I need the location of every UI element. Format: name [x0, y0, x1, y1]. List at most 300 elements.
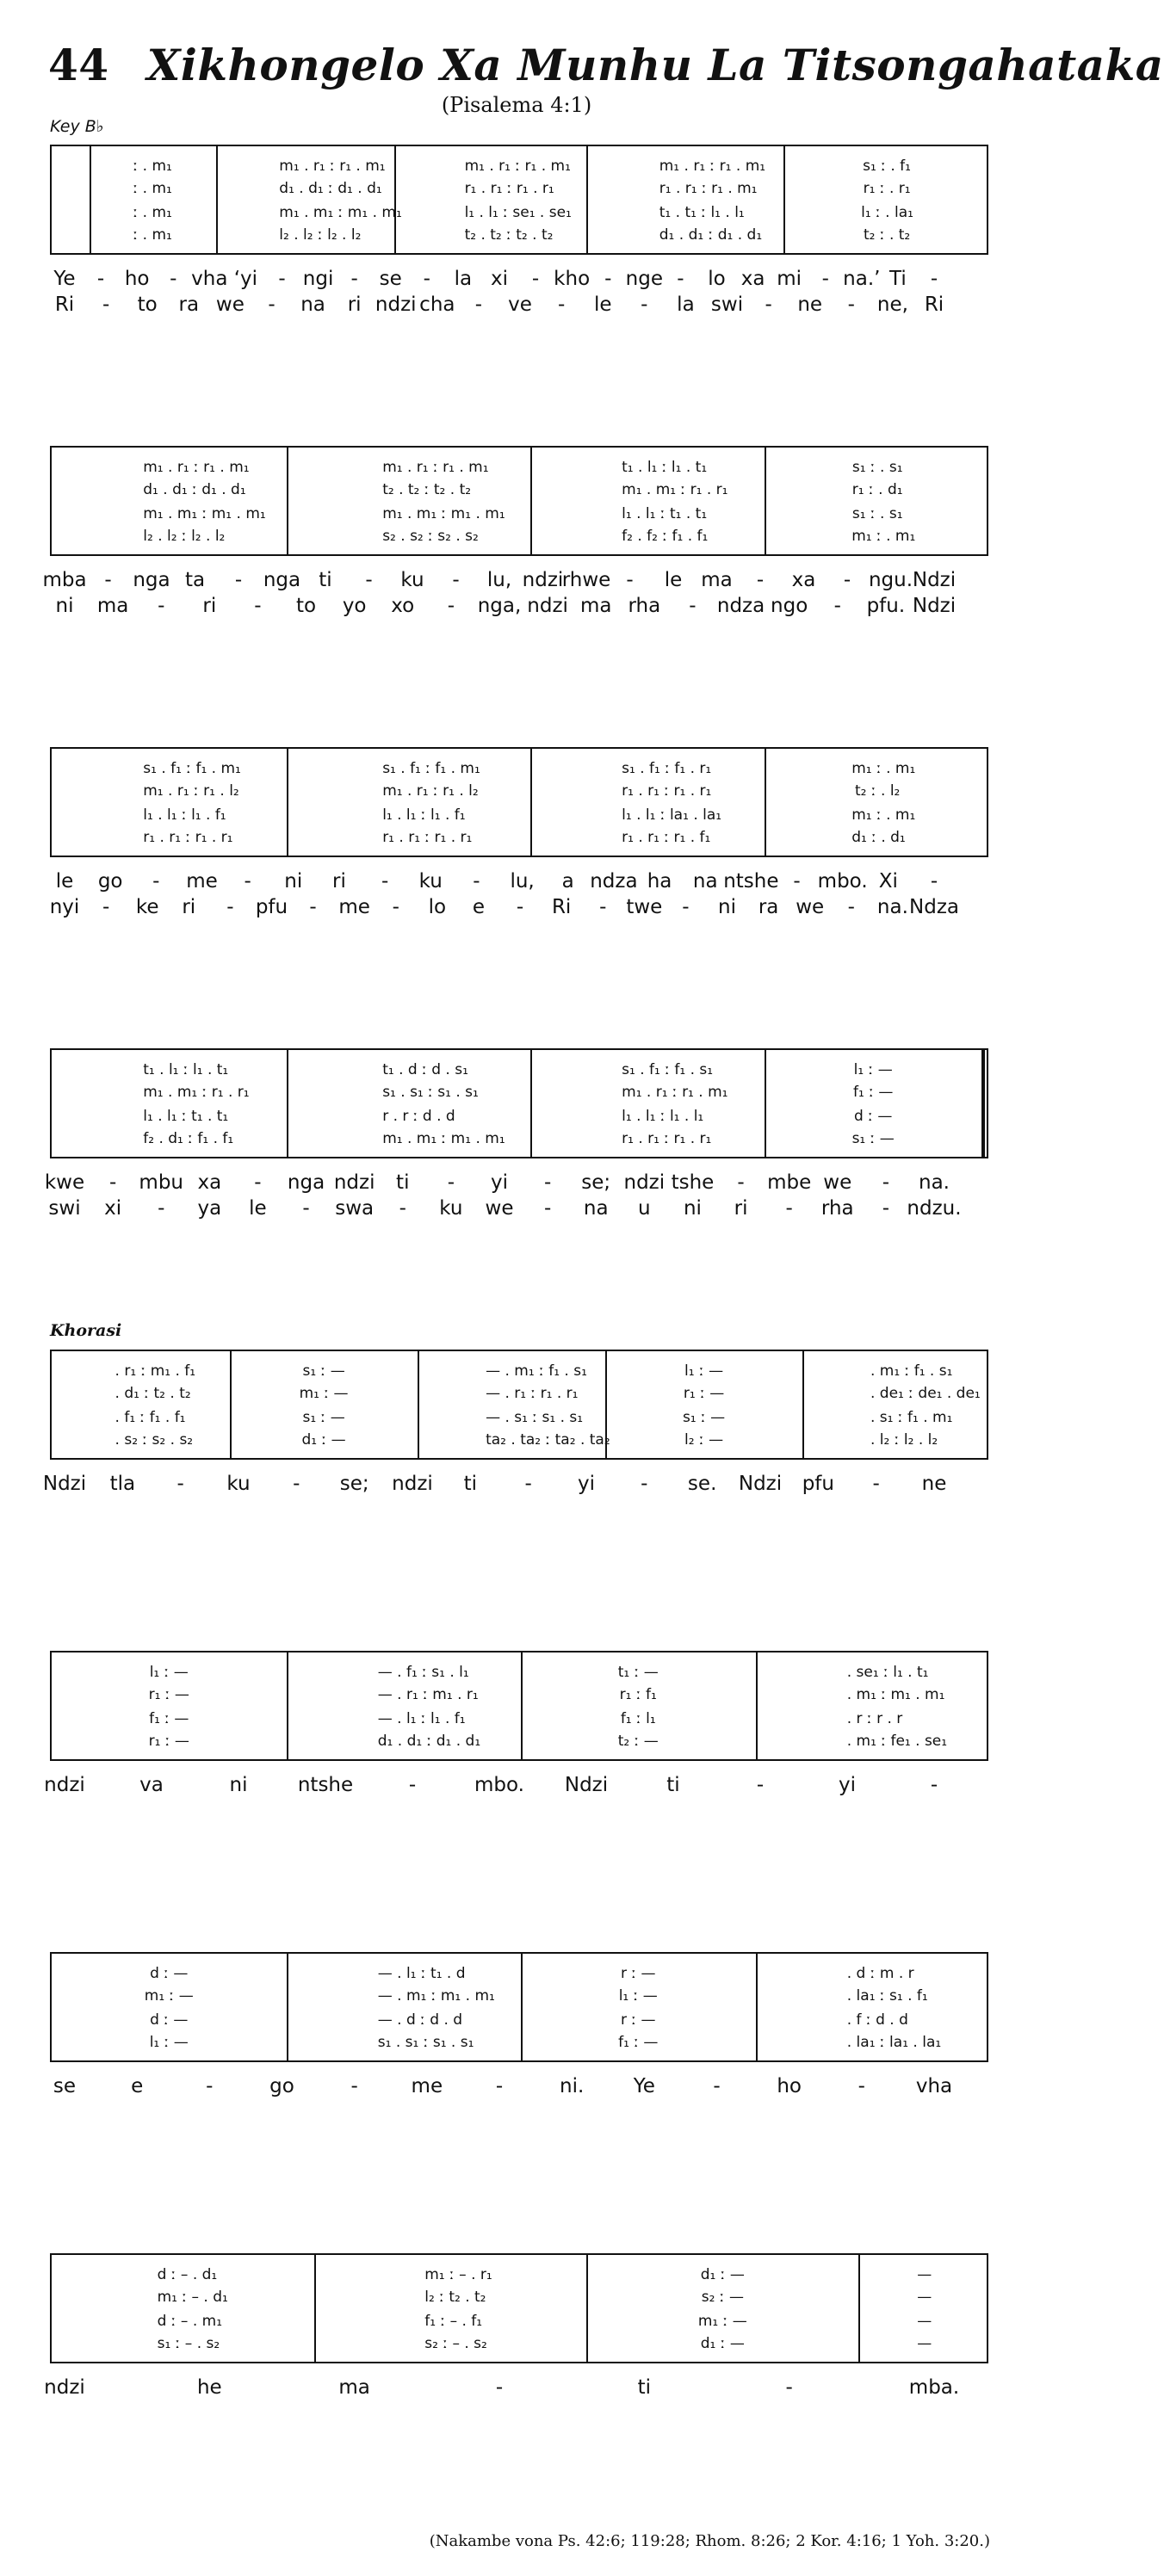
solfa-cell: — — [917, 2266, 932, 2283]
lyric-syllable: - — [626, 569, 634, 591]
barline — [756, 1954, 758, 2060]
solfa-cell: l₁ ː — — [684, 1362, 724, 1380]
lyric-syllable: - — [226, 896, 234, 918]
lyric-syllable: ku — [439, 1197, 463, 1220]
lyric-syllable: Ti — [889, 268, 907, 290]
lyric-syllable: ndza — [716, 595, 765, 617]
lyric-syllable: ma — [701, 569, 733, 591]
solfa-cell: s₂ ː — — [701, 2289, 744, 2306]
solfa-cell: t₁ ː — — [617, 1664, 659, 1681]
lyric-syllable: na. — [919, 1171, 950, 1194]
lyric-syllable: Ndza — [909, 896, 959, 918]
solfa-cell: t₁ . d ː d . s₁ — [382, 1061, 468, 1078]
lyric-syllable: ni — [55, 595, 74, 617]
lyric-syllable: ngo — [771, 595, 808, 617]
lyric-syllable: - — [206, 2075, 214, 2097]
lyric-syllable: le — [593, 293, 612, 316]
lyric-syllable: to — [296, 595, 317, 617]
lyric-syllable: - — [244, 870, 251, 893]
solfa-cell: — — [917, 2335, 932, 2352]
solfa-cell: d₁ ː . d₁ — [851, 829, 906, 846]
lyric-syllable: se; — [339, 1473, 369, 1495]
lyric-syllable: - — [234, 569, 243, 591]
lyric-syllable: ni — [683, 1197, 702, 1220]
lyric-syllable: - — [531, 268, 540, 290]
lyric-syllable: - — [495, 2376, 504, 2399]
solfa-cell: d₁ . d₁ ː d₁ . d₁ — [143, 481, 246, 498]
barline — [783, 146, 785, 253]
solfa-cell: r₁ . r₁ ː r₁ . r₁ — [382, 829, 473, 846]
lyric-syllable: - — [785, 2376, 793, 2399]
solfa-cell: s₂ ː – . s₂ — [424, 2335, 487, 2352]
lyric-syllable: - — [682, 896, 690, 918]
barline — [287, 749, 288, 856]
lyric-syllable: - — [821, 268, 829, 290]
lyric-syllable: - — [713, 2075, 721, 2097]
lyric-syllable: yi — [490, 1171, 509, 1194]
lyric-syllable: - — [847, 896, 855, 918]
solfa-cell: l₂ . l₂ ː l₂ . l₂ — [279, 226, 362, 244]
solfa-cell: m₁ . r₁ ː r₁ . m₁ — [143, 459, 250, 476]
lyric-syllable: pfu. — [866, 595, 906, 617]
lyric-syllable: ndzi — [375, 293, 417, 316]
lyric-syllable: twe — [626, 896, 663, 918]
lyric-syllable: e — [131, 2075, 144, 2097]
lyric-syllable: xo — [391, 595, 415, 617]
solfa-cell: m₁ ː . m₁ — [851, 806, 916, 824]
solfa-cell: . f ː d . d — [846, 2011, 908, 2029]
solfa-cell: r₁ ː . r₁ — [863, 180, 911, 197]
lyric-syllable: - — [392, 896, 399, 918]
lyric-syllable: ne, — [876, 293, 908, 316]
barline — [314, 2255, 316, 2362]
solfa-cell: m₁ . r₁ ː r₁ . m₁ — [382, 459, 489, 476]
lyric-syllable: - — [677, 268, 684, 290]
lyric-syllable: ma — [338, 2376, 370, 2399]
lyric-syllable: ti — [463, 1473, 478, 1495]
solfa-cell: l₁ ː — — [618, 1987, 658, 2005]
solfa-cell: m₁ . r₁ ː r₁ . m₁ — [464, 158, 571, 175]
solfa-cell: s₁ ː . s₁ — [851, 459, 903, 476]
lyric-syllable: rha — [628, 595, 661, 617]
lyric-syllable: nyi — [49, 896, 80, 918]
lyric-syllable: - — [158, 595, 165, 617]
lyric-syllable: ma — [579, 595, 612, 617]
solfa-cell: m₁ . m₁ ː m₁ . m₁ — [279, 204, 402, 221]
barline — [230, 1351, 232, 1458]
lyric-syllable: - — [176, 1473, 184, 1495]
lyric-syllable: - — [350, 268, 358, 290]
lyric-syllable: Ndzi — [912, 595, 957, 617]
barline — [530, 1050, 532, 1157]
barline — [530, 749, 532, 856]
lyric-syllable: se; — [581, 1171, 611, 1194]
solfa-cell: . m₁ ː f₁ . s₁ — [870, 1362, 953, 1380]
barline — [765, 448, 766, 554]
key-signature: Key B♭ — [50, 117, 104, 136]
lyric-syllable: - — [689, 595, 697, 617]
solfa-cell: d₁ . d₁ ː d₁ . d₁ — [279, 180, 382, 197]
solfa-cell: d₁ . d₁ ː d₁ . d₁ — [377, 1733, 481, 1750]
solfa-cell: d₁ ː — — [700, 2266, 745, 2283]
lyric-syllable: xa — [740, 268, 765, 290]
lyric-syllable: ti — [666, 1774, 680, 1796]
solfa-cell: r ː — — [620, 1965, 656, 1982]
lyric-syllable: Ri — [551, 896, 572, 918]
lyric-syllable: mbu — [139, 1171, 184, 1194]
lyric-syllable: lo — [708, 268, 726, 290]
lyric-syllable: - — [268, 293, 276, 316]
lyric-syllable: nga — [287, 1171, 325, 1194]
lyric-syllable: le — [249, 1197, 267, 1220]
solfa-cell: ta₂ . ta₂ ː ta₂ . ta₂ — [486, 1431, 610, 1449]
lyric-syllable: me — [411, 2075, 443, 2097]
solfa-cell: m₁ . r₁ ː r₁ . m₁ — [659, 158, 766, 175]
lyric-syllable: Ye — [53, 268, 76, 290]
lyric-syllable: ti — [396, 1171, 410, 1194]
solfa-cell: r₁ ː — — [148, 1686, 189, 1703]
lyric-syllable: yi — [838, 1774, 857, 1796]
lyric-syllable: - — [365, 569, 373, 591]
solfa-cell: s₁ ː . s₁ — [851, 505, 903, 522]
lyric-syllable: le — [664, 569, 683, 591]
lyric-syllable: ni — [284, 870, 303, 893]
lyric-syllable: - — [765, 293, 772, 316]
solfa-cell: m₁ ː — — [144, 1987, 194, 2005]
barline — [858, 2255, 860, 2362]
lyric-syllable: - — [447, 1171, 455, 1194]
lyric-syllable: ve — [508, 293, 532, 316]
solfa-cell: l₂ ː t₂ . t₂ — [424, 2289, 486, 2306]
lyric-syllable: na — [583, 1197, 609, 1220]
lyric-syllable: Ndzi — [912, 569, 957, 591]
solfa-cell: l₁ . l₁ ː l₁ . f₁ — [382, 806, 466, 824]
solfa-cell: l₁ . l₁ ː l₁ . f₁ — [143, 806, 226, 824]
lyric-syllable: kho — [554, 268, 591, 290]
lyric-syllable: ni — [718, 896, 736, 918]
solfa-cell: t₂ ː . t₂ — [863, 226, 911, 244]
lyric-syllable: ra — [758, 896, 779, 918]
lyric-syllable: swi — [710, 293, 744, 316]
solfa-cell: l₁ . l₁ ː se₁ . se₁ — [464, 204, 572, 221]
lyric-syllable: ho — [777, 2075, 802, 2097]
solfa-cell: s₁ ː — — [682, 1409, 726, 1426]
lyric-syllable: - — [108, 1171, 117, 1194]
solfa-cell: . f₁ ː f₁ . f₁ — [115, 1409, 186, 1426]
solfa-cell: — . m₁ ː m₁ . m₁ — [377, 1987, 495, 2005]
solfa-cell: . r ː r . r — [846, 1710, 903, 1727]
lyric-syllable: - — [756, 569, 765, 591]
lyric-syllable: ndzi — [44, 2376, 85, 2399]
solfa-cell: r₁ ː f₁ — [619, 1686, 657, 1703]
music-system — [50, 747, 988, 857]
solfa-cell: r₁ . r₁ ː r₁ . r₁ — [143, 829, 233, 846]
lyric-syllable: - — [882, 1171, 890, 1194]
lyric-syllable: ta — [184, 569, 206, 591]
lyric-syllable: - — [599, 896, 607, 918]
lyric-syllable: - — [152, 870, 160, 893]
lyric-syllable: - — [641, 293, 648, 316]
lyric-syllable: swi — [48, 1197, 81, 1220]
lyric-syllable: rha — [820, 1197, 854, 1220]
lyric-syllable: we — [796, 896, 825, 918]
solfa-cell: r₁ . r₁ ː r₁ . r₁ — [622, 1130, 712, 1147]
lyric-syllable: - — [293, 1473, 300, 1495]
lyric-syllable: ya — [197, 1197, 222, 1220]
lyric-syllable: ri — [734, 1197, 748, 1220]
lyric-syllable: ndzi — [623, 1171, 666, 1194]
music-system — [50, 145, 988, 255]
lyric-syllable: - — [516, 896, 524, 918]
lyric-syllable: me — [338, 896, 370, 918]
lyric-syllable: - — [543, 1171, 552, 1194]
solfa-cell: d₁ ː — — [700, 2335, 745, 2352]
solfa-cell: t₂ ː . l₂ — [855, 782, 901, 800]
solfa-cell: r₁ . r₁ ː r₁ . r₁ — [622, 782, 712, 800]
barline — [802, 1351, 804, 1458]
solfa-cell: f₂ . d₁ ː f₁ . f₁ — [143, 1130, 234, 1147]
solfa-cell: . se₁ ː l₁ . t₁ — [846, 1664, 929, 1681]
solfa-cell: l₁ . l₁ ː t₁ . t₁ — [622, 505, 708, 522]
lyric-syllable: Ri — [54, 293, 75, 316]
lyric-syllable: Ndzi — [42, 1473, 87, 1495]
solfa-cell: l₁ . l₁ ː l₁ . l₁ — [622, 1108, 704, 1125]
solfa-cell: . r₁ ː m₁ . f₁ — [115, 1362, 196, 1380]
solfa-cell: — — [917, 2289, 932, 2306]
solfa-cell: t₂ ː — — [617, 1733, 659, 1750]
lyric-syllable: la — [677, 293, 695, 316]
lyric-syllable: - — [452, 569, 460, 591]
lyric-syllable: mbe — [767, 1171, 812, 1194]
solfa-cell: . s₂ ː s₂ . s₂ — [115, 1431, 194, 1449]
solfa-cell: t₁ . l₁ ː l₁ . t₁ — [143, 1061, 229, 1078]
lyric-syllable: u — [638, 1197, 651, 1220]
solfa-cell: s₂ . s₂ ː s₂ . s₂ — [382, 528, 479, 545]
solfa-cell: l₁ ː — — [149, 2034, 189, 2051]
music-system — [50, 1651, 988, 1761]
lyric-syllable: - — [170, 268, 177, 290]
lyric-syllable: ndza — [590, 870, 638, 893]
solfa-cell: r₁ ː — — [683, 1385, 725, 1402]
solfa-cell: s₁ ː — — [851, 1130, 895, 1147]
lyric-syllable: lo — [428, 896, 447, 918]
lyric-syllable: ri — [202, 595, 217, 617]
solfa-cell: ː . m₁ — [133, 180, 172, 197]
lyric-syllable: - — [423, 268, 430, 290]
lyric-syllable: - — [278, 268, 286, 290]
lyric-syllable: kwe — [44, 1171, 85, 1194]
lyric-syllable: vha — [915, 2075, 953, 2097]
lyric-syllable: - — [872, 1473, 880, 1495]
solfa-cell: s₁ ː — — [302, 1362, 345, 1380]
lyric-syllable: - — [495, 2075, 504, 2097]
solfa-cell: . m₁ ː m₁ . m₁ — [846, 1686, 945, 1703]
solfa-cell: s₁ . f₁ ː f₁ . m₁ — [382, 760, 480, 777]
solfa-cell: . d ː m . r — [846, 1965, 914, 1982]
lyric-syllable: Xi — [878, 870, 898, 893]
solfa-cell: . s₁ ː f₁ . m₁ — [870, 1409, 953, 1426]
lyric-syllable: va — [139, 1774, 164, 1796]
solfa-cell: s₁ . f₁ ː f₁ . r₁ — [622, 760, 712, 777]
lyric-syllable: - — [104, 569, 112, 591]
lyric-syllable: Ri — [924, 293, 944, 316]
barline — [418, 1351, 419, 1458]
final-barline — [981, 1050, 985, 1157]
lyric-syllable: vha — [191, 268, 228, 290]
solfa-cell: m₁ . r₁ ː r₁ . l₂ — [143, 782, 239, 800]
lyric-syllable: ku — [418, 870, 443, 893]
lyric-syllable: ku — [400, 569, 424, 591]
hymn-number: 44 — [48, 40, 109, 90]
lyric-syllable: - — [350, 2075, 358, 2097]
solfa-cell: s₁ . s₁ ː s₁ . s₁ — [382, 1084, 479, 1101]
scripture-reference: (Pisalema 4:1) — [441, 93, 592, 117]
solfa-cell: — . r₁ ː r₁ . r₁ — [486, 1385, 579, 1402]
lyric-syllable: lu, — [510, 870, 535, 893]
lyric-syllable: go — [269, 2075, 294, 2097]
solfa-cell: m₁ . m₁ ː r₁ . r₁ — [143, 1084, 250, 1101]
solfa-cell: . m₁ ː fe₁ . se₁ — [846, 1733, 948, 1750]
solfa-cell: m₁ . r₁ ː r₁ . l₂ — [382, 782, 479, 800]
solfa-cell: l₁ ː . la₁ — [861, 204, 913, 221]
barline — [90, 146, 91, 253]
lyric-syllable: Ye — [633, 2075, 655, 2097]
chorus-label: Khorasi — [50, 1321, 122, 1340]
lyric-syllable: - — [756, 1774, 765, 1796]
solfa-cell: m₁ ː — — [697, 2313, 747, 2330]
solfa-cell: f₁ ː — — [853, 1084, 894, 1101]
lyric-syllable: - — [302, 1197, 310, 1220]
lyric-syllable: ndzi — [522, 569, 564, 591]
solfa-cell: r₁ . r₁ ː r₁ . r₁ — [464, 180, 554, 197]
lyric-syllable: ra — [178, 293, 200, 316]
footnote-references: (Nakambe vona Ps. 42:6; 119:28; Rhom. 8:26; 2 Kor. 4:16; 1 Yoh. 3:20.) — [429, 2532, 990, 2550]
solfa-cell: . la₁ ː la₁ . la₁ — [846, 2034, 942, 2051]
lyric-syllable: mi — [777, 268, 802, 290]
solfa-cell: ː . m₁ — [133, 226, 172, 244]
solfa-cell: l₂ . l₂ ː l₂ . l₂ — [143, 528, 226, 545]
lyric-syllable: Ndzi — [564, 1774, 609, 1796]
solfa-cell: ː . m₁ — [133, 204, 172, 221]
lyric-syllable: na — [692, 870, 718, 893]
solfa-cell: — . s₁ ː s₁ . s₁ — [486, 1409, 584, 1426]
lyric-syllable: ti — [319, 569, 332, 591]
barline — [216, 146, 218, 253]
lyric-syllable: e — [472, 896, 486, 918]
lyric-syllable: ku — [226, 1473, 251, 1495]
solfa-cell: m₁ ː – . d₁ — [157, 2289, 228, 2306]
lyric-syllable: - — [858, 2075, 865, 2097]
solfa-cell: d₁ ː — — [301, 1431, 346, 1449]
solfa-cell: r₁ . r₁ ː r₁ . f₁ — [622, 829, 711, 846]
solfa-cell: t₁ . t₁ ː l₁ . l₁ — [659, 204, 745, 221]
solfa-cell: — . l₁ ː t₁ . d — [377, 1965, 466, 1982]
solfa-cell: — . m₁ ː f₁ . s₁ — [486, 1362, 587, 1380]
solfa-cell: f₁ ː – . f₁ — [424, 2313, 483, 2330]
solfa-cell: s₁ . s₁ ː s₁ . s₁ — [377, 2034, 474, 2051]
lyric-syllable: na. — [876, 896, 908, 918]
solfa-cell: f₁ ː — — [149, 1710, 189, 1727]
barline — [287, 1652, 288, 1759]
lyric-syllable: ri — [182, 896, 196, 918]
hymn-title-line — [48, 40, 1164, 90]
lyric-syllable: - — [833, 595, 841, 617]
lyric-syllable: - — [102, 293, 110, 316]
lyric-syllable: ndzi — [527, 595, 568, 617]
solfa-cell: m₁ ː . m₁ — [851, 528, 916, 545]
solfa-cell: — . d ː d . d — [377, 2011, 463, 2029]
barline — [756, 1652, 758, 1759]
solfa-cell: m₁ . m₁ ː r₁ . r₁ — [622, 481, 728, 498]
lyric-syllable: - — [557, 293, 566, 316]
lyric-syllable: ma — [96, 595, 129, 617]
lyric-syllable: - — [843, 569, 851, 591]
lyric-syllable: he — [196, 2376, 222, 2399]
barline — [521, 1954, 523, 2060]
lyric-syllable: yi — [577, 1473, 596, 1495]
lyric-syllable: pfu — [802, 1473, 834, 1495]
lyric-syllable: go — [97, 870, 123, 893]
lyric-syllable: nga, — [477, 595, 522, 617]
lyric-syllable: ndzi — [44, 1774, 85, 1796]
lyric-syllable: swa — [335, 1197, 375, 1220]
lyric-syllable: - — [381, 870, 389, 893]
lyric-syllable: - — [524, 1473, 532, 1495]
lyric-syllable: se. — [687, 1473, 717, 1495]
lyric-syllable: - — [399, 1197, 406, 1220]
solfa-cell: m₁ . m₁ ː m₁ . m₁ — [143, 505, 266, 522]
solfa-cell: d ː — — [150, 2011, 189, 2029]
solfa-cell: l₂ ː — — [684, 1431, 724, 1449]
solfa-cell: t₂ . t₂ ː t₂ . t₂ — [382, 481, 472, 498]
solfa-cell: d ː – . d₁ — [157, 2266, 218, 2283]
music-system — [50, 1952, 988, 2062]
lyric-syllable: ke — [135, 896, 159, 918]
lyric-syllable: - — [930, 1774, 938, 1796]
lyric-syllable: nge — [625, 268, 663, 290]
lyric-syllable: lu, — [486, 569, 512, 591]
lyric-syllable: Ndzi — [738, 1473, 783, 1495]
solfa-cell: . l₂ ː l₂ . l₂ — [870, 1431, 938, 1449]
lyric-syllable: - — [254, 595, 262, 617]
solfa-cell: . d₁ ː t₂ . t₂ — [115, 1385, 191, 1402]
lyric-syllable: - — [930, 870, 938, 893]
barline — [586, 146, 588, 253]
solfa-cell: s₁ ː – . s₂ — [157, 2335, 220, 2352]
lyric-syllable: mba. — [908, 2376, 960, 2399]
lyric-syllable: xi — [490, 268, 509, 290]
lyric-syllable: nga — [133, 569, 170, 591]
solfa-cell: — . l₁ ː l₁ . f₁ — [377, 1710, 466, 1727]
lyric-syllable: se — [53, 2075, 77, 2097]
solfa-cell: s₁ . f₁ ː f₁ . s₁ — [622, 1061, 714, 1078]
lyric-syllable: - — [882, 1197, 890, 1220]
lyric-syllable: pfu — [255, 896, 288, 918]
lyric-syllable: ne — [921, 1473, 947, 1495]
lyric-syllable: ntshe — [297, 1774, 354, 1796]
music-system — [50, 1048, 988, 1158]
solfa-cell: t₁ . l₁ ː l₁ . t₁ — [622, 459, 708, 476]
barline — [521, 1652, 523, 1759]
music-system — [50, 2253, 988, 2363]
lyric-syllable: cha — [419, 293, 455, 316]
solfa-cell: m₁ . m₁ ː m₁ . m₁ — [382, 505, 505, 522]
lyric-syllable: ndzu. — [907, 1197, 962, 1220]
solfa-cell: r ː — — [620, 2011, 656, 2029]
lyric-syllable: ri — [332, 870, 346, 893]
lyric-syllable: - — [447, 595, 455, 617]
barline — [287, 1954, 288, 2060]
